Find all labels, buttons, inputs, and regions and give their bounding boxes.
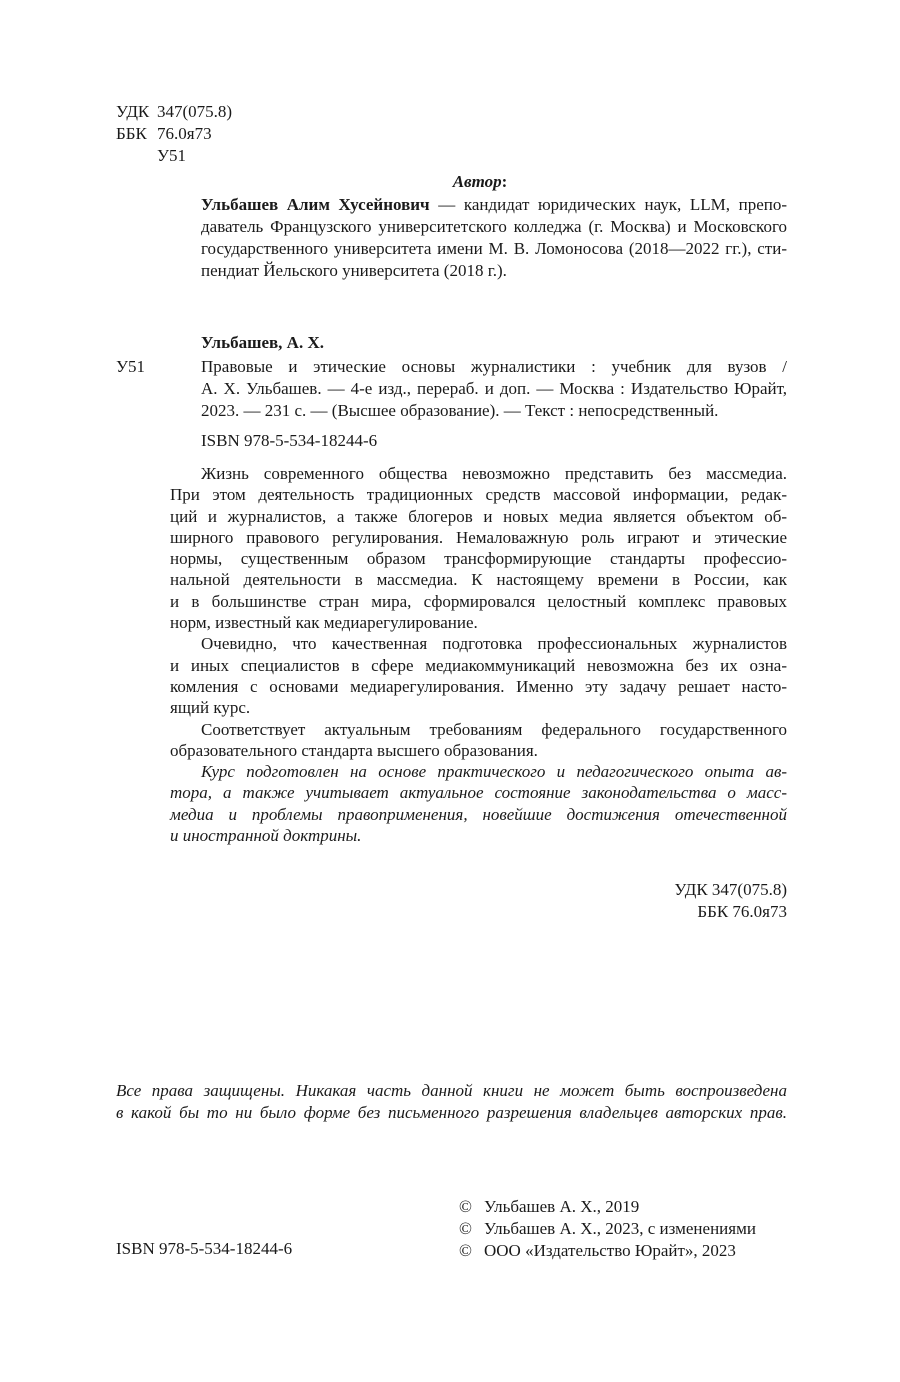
author-line-2: даватель Французского университетского колледжа (г. Москва) и Московского	[201, 217, 787, 236]
annotation-paragraph-4: Курс подготовлен на основе практического и педагогического опыта ав- тора, а также учитывает актуальное состояние законодательства о масс- медиа и проблемы правоприменения, новейшие достижения отечественной и иностранной доктрины.	[170, 762, 787, 846]
classification-top	[116, 101, 232, 167]
bib-author-heading: Ульбашев, А. Х.	[201, 333, 324, 352]
annotation-paragraph-2: Очевидно, что качественная подготовка профессиональных журналистов и иных специалистов в сфере медиакоммуникаций невозможна без их озна- комления с основами медиарегулирования. Именно эту задачу решает насто- ящий курс.	[170, 634, 787, 718]
copyright-symbol: ©	[459, 1219, 472, 1238]
udk-row	[116, 101, 232, 123]
copyright-block	[459, 1196, 756, 1262]
author-mark: У51	[157, 146, 187, 165]
bbk-row	[116, 123, 232, 145]
udk-bottom: УДК 347(075.8)	[674, 880, 787, 899]
author-name: Ульбашев Алим Хусейнович	[201, 195, 430, 214]
author-heading	[0, 171, 900, 193]
annotation	[170, 463, 787, 846]
classification-bottom	[674, 879, 787, 923]
bib-isbn: ISBN 978-5-534-18244-6	[201, 431, 378, 450]
annotation-paragraph-3: Соответствует актуальным требованиям федерального государственного образовательного стандарта высшего образования.	[170, 719, 787, 760]
bib-description	[201, 356, 787, 422]
copyright-line-2: © Ульбашев А. Х., 2023, с изменениями	[459, 1219, 756, 1238]
copyright-line-1: © Ульбашев А. Х., 2019	[459, 1197, 640, 1216]
copyright-line-3: © ООО «Издательство Юрайт», 2023	[459, 1241, 736, 1260]
bib-line-3: 2023. — 231 с. — (Высшее образование). — Текст : непосредственный.	[201, 401, 719, 420]
author-info	[201, 194, 787, 282]
bib-line-2: А. Х. Ульбашев. — 4-е изд., перераб. и доп. — Москва : Издательство Юрайт,	[201, 379, 787, 398]
footer-isbn: ISBN 978-5-534-18244-6	[116, 1239, 293, 1258]
author-heading-label: Автор	[452, 172, 502, 191]
bbk-bottom: ББК 76.0я73	[697, 902, 787, 921]
copyright-symbol: ©	[459, 1197, 472, 1216]
copyright-symbol: ©	[459, 1241, 472, 1260]
author-mark-row	[116, 145, 232, 167]
bib-mark: У51	[116, 357, 146, 376]
udk-label: УДК	[116, 102, 150, 121]
bbk-value: 76.0я73	[157, 124, 212, 143]
rights-notice	[116, 1080, 787, 1124]
rights-line-1: Все права защищены. Никакая часть данной книги не может быть воспроизведена	[116, 1081, 787, 1100]
author-line-3: государственного университета имени М. В. Ломоносова (2018—2022 гг.), сти-	[201, 239, 787, 258]
author-heading-colon: :	[501, 172, 508, 191]
author-line-4: пендиат Йельского университета (2018 г.).	[201, 261, 507, 280]
bbk-label: ББК	[116, 124, 147, 143]
udk-value: 347(075.8)	[157, 102, 233, 121]
rights-line-2: в какой бы то ни было форме без письменного разрешения владельцев авторских прав.	[116, 1103, 787, 1122]
author-line-1: Ульбашев Алим Хусейнович — кандидат юридических наук, LLM, препо-	[201, 195, 787, 214]
bib-line-1: Правовые и этические основы журналистики : учебник для вузов /	[201, 357, 787, 376]
annotation-paragraph-1: Жизнь современного общества невозможно представить без массмедиа. При этом деятельность традиционных средств массовой информации, редак- ций и журналистов, а также блогеров и новых медиа является объектом об- ширного правового регулирования. Немаловажную роль играют и этические нормы, существенным образом трансформирующие стандарты профессио- нальной деятельности в массмедиа. К настоящему времени в России, как и в большинстве стран мира, сформировался целостный комплекс правовых норм, известный как медиарегулирование.	[170, 464, 787, 633]
